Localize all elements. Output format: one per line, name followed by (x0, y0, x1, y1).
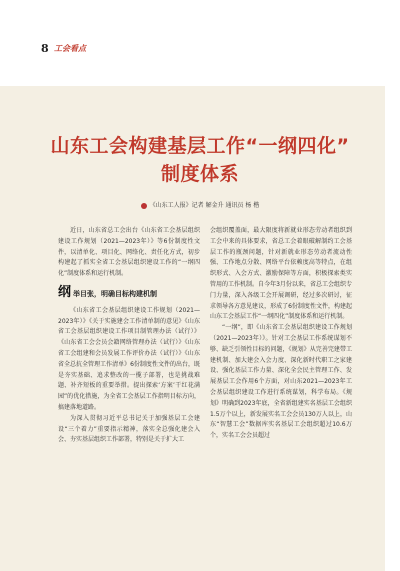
paragraph: 会组织覆盖面，最大限度将新就业形态劳动者组织到工会中来的具体要求，省总工会着眼破解制约工会基层工作的瓶颈问题，针对新就业形态劳动者流动性强、工作地点分散、网络平台依赖度高等特点，在组织形式、入会方式、激励保障等方面，积极探索类实管用的工作机制。自今年3月份以来，省总工会组织专门力量，深入各级工会开展调研，经过多次研讨，征求领导各方意见建议，形成了6份制度性文件，构建起山东工会基层工作“一纲四化”制度体系和运行机制。 (210, 227, 352, 321)
byline (0, 200, 400, 209)
page-edge (385, 0, 400, 571)
paragraph: “一纲”，即《山东省工会基层组织建设工作规划（2021—2023年）》。针对工会基层工作系统谋划不够、缺乏引领性目标的问题，《规划》从完善完建带工建机制、加大建会入会力度、深化新时代职工之家建设、强化基层工作力量、深化全会民主管理工作、发展基层工会作用6个方面，对山东2021—2023年工会基层组织建设工作进行系统谋划，科学布局。《规划》明确到2023年底，全省新组建实名基层工会组织1.5万个以上，新发展实名工会会员130万人以上，山东“智慧工会”数据库实名基层工会组织超过10.6万个，实名工会会员超过 (210, 324, 352, 440)
paragraph: 《山东省工会基层组织建设工作规划（2021—2023年）》《关于实施建会工作清单制的意见》《山东省工会基层组织建设工作项目制管理办法（试行）》《山东省工会会员会籍网络管理办法（试行）》《山东省工会组建和会员发展工作评价办法（试行）》《山东省全总抗全管理工作清单》6份制度性文件的出台，既是夯实基础、追求整改的一揽子部署，也是挑战难题、补齐短板的重要举措。提出探索‘方案’干红花满园”的优化措施，为全省工会基层工作指明目标方向，搞建落地道路。 (58, 306, 200, 411)
section-subhead (58, 284, 200, 300)
left-column (58, 226, 200, 446)
byline-text: 《山东工人报》记者 解金升 通讯员 杨 楷 (149, 202, 260, 209)
bullet-icon (141, 203, 147, 209)
paragraph: 近日，山东省总工会出台《山东省工会基层组织建设工作规划（2021—2023年）》等6份制度性文件，以清单化、项目化、网络化、责任化方式，初步构建起了抓实全省工会基层组织建设工作的“一纲四化”制度体系和运行机制。 (58, 227, 200, 278)
title-line-1: 山东工会构建基层工作“一纲四化” (50, 135, 350, 157)
page-header (0, 0, 400, 86)
page-number: 8 (41, 42, 49, 55)
title-line-2: 制度体系 (160, 163, 239, 185)
section-label: 工会看点 (54, 44, 86, 53)
article-title (0, 132, 400, 188)
subhead-initial: 纲 (58, 284, 72, 300)
subhead-text: 举目张，明确目标构建机制 (73, 289, 158, 298)
paragraph: 为深入贯彻习近平总书记关于加强基层工会建设“三个着力”重要指示精神，落实全总强化建会入会、夯实基层组织工作部署，特别是关于扩大工 (58, 414, 200, 444)
right-column (210, 226, 352, 442)
